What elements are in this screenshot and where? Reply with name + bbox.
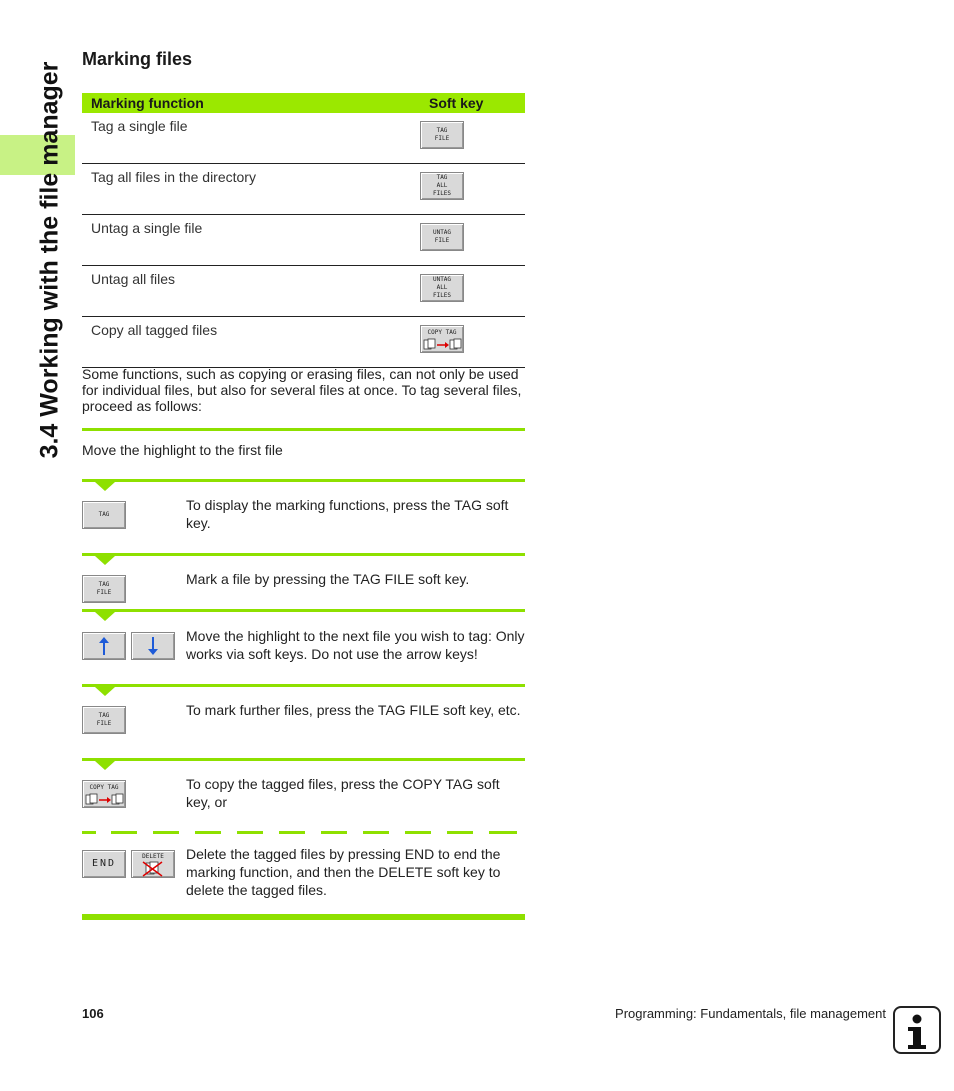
arrow-up-icon: [97, 636, 111, 656]
chapter-sidebar: [28, 50, 72, 470]
copy-tag-softkey-step[interactable]: COPY TAG: [82, 780, 126, 808]
footer-chapter: Programming: Fundamentals, file management: [615, 1006, 886, 1021]
row-function: Untag a single file: [82, 215, 420, 266]
step-mark-further-text: To mark further files, press the TAG FILE soft key, etc.: [186, 702, 521, 718]
arrow-down-icon: [146, 636, 160, 656]
step-move-first-text: Move the highlight to the first file: [82, 442, 283, 458]
step-divider: [82, 758, 525, 761]
step-move-next-text: Move the highlight to the next file you wish to tag: Only works via soft keys. Do not use the arrow keys!: [186, 628, 525, 662]
table-row: [82, 215, 525, 266]
step-arrow-icon: [95, 761, 115, 770]
sidebar-title: 3.4 Working with the file manager: [35, 61, 64, 459]
page-heading: Marking files: [82, 49, 193, 69]
copy-files-icon: [422, 337, 462, 351]
step-copy-tagged-text: To copy the tagged files, press the COPY TAG soft key, or: [186, 776, 500, 810]
row-function: Tag a single file: [82, 113, 420, 164]
tag-file-softkey-further[interactable]: TAG FILE: [82, 706, 126, 734]
arrow-down-softkey[interactable]: [131, 632, 175, 660]
table-header-row: [82, 93, 525, 113]
step-delete-tagged-text: Delete the tagged files by pressing END to end the marking function, and then the DELETE soft key to delete the tagged files.: [186, 846, 501, 898]
delete-file-icon: [140, 861, 166, 877]
copy-tag-softkey[interactable]: COPY TAG: [420, 325, 464, 353]
header-function: Marking function: [82, 93, 420, 113]
step-divider: [82, 553, 525, 556]
tag-file-softkey-step[interactable]: TAG FILE: [82, 575, 126, 603]
table-row: [82, 113, 525, 164]
step-divider: [82, 428, 525, 431]
marking-functions-table: [82, 93, 525, 368]
untag-all-files-softkey[interactable]: UNTAG ALL FILES: [420, 274, 464, 302]
tag-softkey[interactable]: TAG: [82, 501, 126, 529]
header-softkey: Soft key: [420, 93, 525, 113]
table-row: [82, 164, 525, 215]
tag-file-softkey[interactable]: TAG FILE: [420, 121, 464, 149]
info-icon: [893, 1006, 941, 1054]
row-function: Tag all files in the directory: [82, 164, 420, 215]
page-number: 106: [82, 1006, 104, 1021]
step-divider: [82, 609, 525, 612]
row-function: Untag all files: [82, 266, 420, 317]
step-arrow-icon: [95, 482, 115, 491]
untag-file-softkey[interactable]: UNTAG FILE: [420, 223, 464, 251]
step-display-marking-text: To display the marking functions, press the TAG soft key.: [186, 497, 509, 531]
step-divider: [82, 479, 525, 482]
step-arrow-icon: [95, 556, 115, 565]
table-row: [82, 317, 525, 368]
delete-softkey[interactable]: DELETE: [131, 850, 175, 878]
step-arrow-icon: [95, 612, 115, 621]
table-row: [82, 266, 525, 317]
tag-all-files-softkey[interactable]: TAG ALL FILES: [420, 172, 464, 200]
arrow-up-softkey[interactable]: [82, 632, 126, 660]
step-arrow-icon: [95, 687, 115, 696]
section-end-divider: [82, 914, 525, 920]
row-function: Copy all tagged files: [82, 317, 420, 368]
step-divider: [82, 684, 525, 687]
copy-files-icon: [84, 792, 124, 806]
step-mark-file-text: Mark a file by pressing the TAG FILE soft key.: [186, 571, 470, 587]
intro-paragraph: Some functions, such as copying or erasing files, can not only be used for individual files, but also for several files at once. To tag several files, proceed as follows:: [82, 366, 522, 414]
end-key[interactable]: END: [82, 850, 126, 878]
